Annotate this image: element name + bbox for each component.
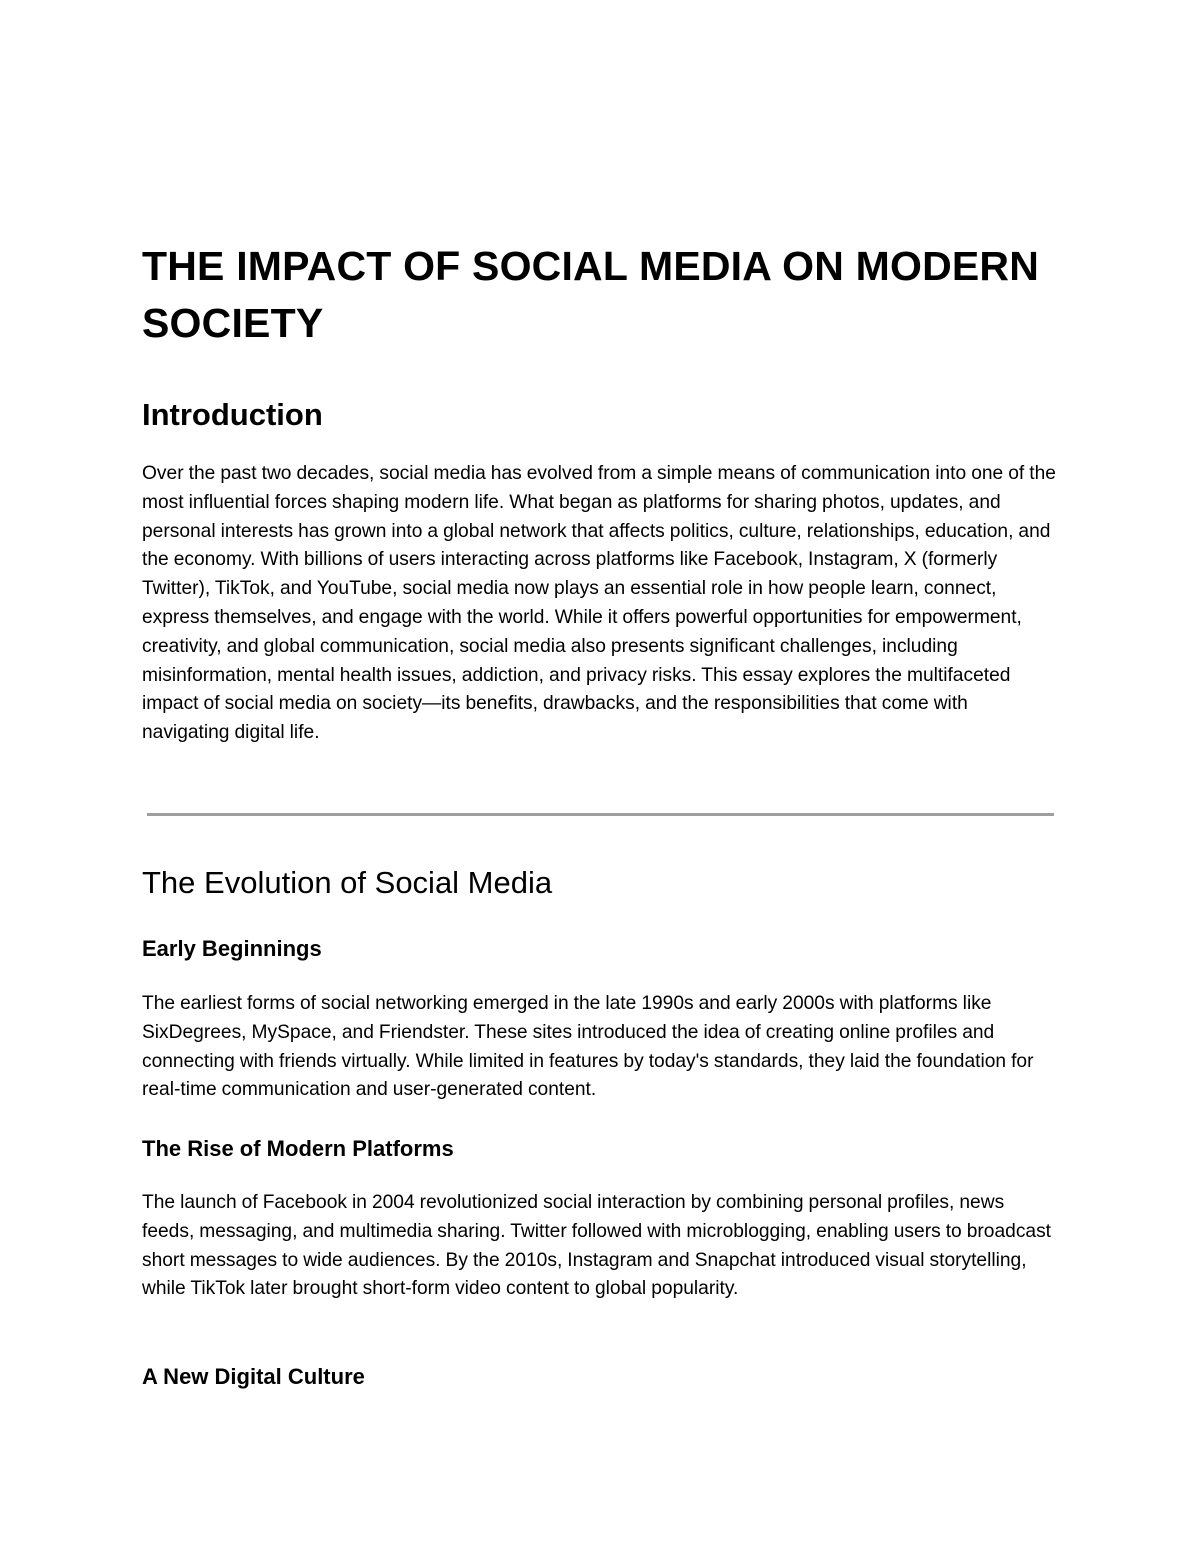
early-beginnings-heading: Early Beginnings [142,936,322,961]
early-beginnings-paragraph: The earliest forms of social networking emerged in the late 1990s and early 2000s with platforms like SixDegrees, MySpace, and Friendster. These sites introduced the idea of creating online profiles and connecting with friends virtually. While limited in features by today's standards, they laid the foundation for real-time communication and user-generated content. [142,993,1034,1101]
introduction-heading: Introduction [142,397,323,432]
rise-of-modern-platforms-paragraph: The launch of Facebook in 2004 revolutionized social interaction by combining personal profiles, news feeds, messaging, and multimedia sharing. Twitter followed with microblogging, enabling users to broadcast short messages to wide audiences. By the 2010s, Instagram and Snapchat introduced visual storytelling, while TikTok later brought short-form video content to global popularity. [142,1192,1052,1300]
rise-of-modern-platforms-heading: The Rise of Modern Platforms [142,1136,454,1161]
introduction-paragraph: Over the past two decades, social media has evolved from a simple means of communication into one of the most influential forces shaping modern life. What began as platforms for sharing photos, updates, and personal interests has grown into a global network that affects politics, culture, relationships, education, and the economy. With billions of users interacting across platforms like Facebook, Instagram, X (formerly Twitter), TikTok, and YouTube, social media now plays an essential role in how people learn, connect, express themselves, and engage with the world. While it offers powerful opportunities for empowerment, creativity, and global communication, social media also presents significant challenges, including misinformation, mental health issues, addiction, and privacy risks. This essay explores the multifaceted impact of social media on society—its benefits, drawbacks, and the responsibilities that come with navigating digital life. [142,463,1056,744]
document-title: THE IMPACT OF SOCIAL MEDIA ON MODERN SOCIETY [142,243,1040,346]
evolution-heading: The Evolution of Social Media [142,865,553,900]
section-divider [147,813,1054,816]
new-digital-culture-heading: A New Digital Culture [142,1364,365,1389]
document-page [142,0,1060,1553]
